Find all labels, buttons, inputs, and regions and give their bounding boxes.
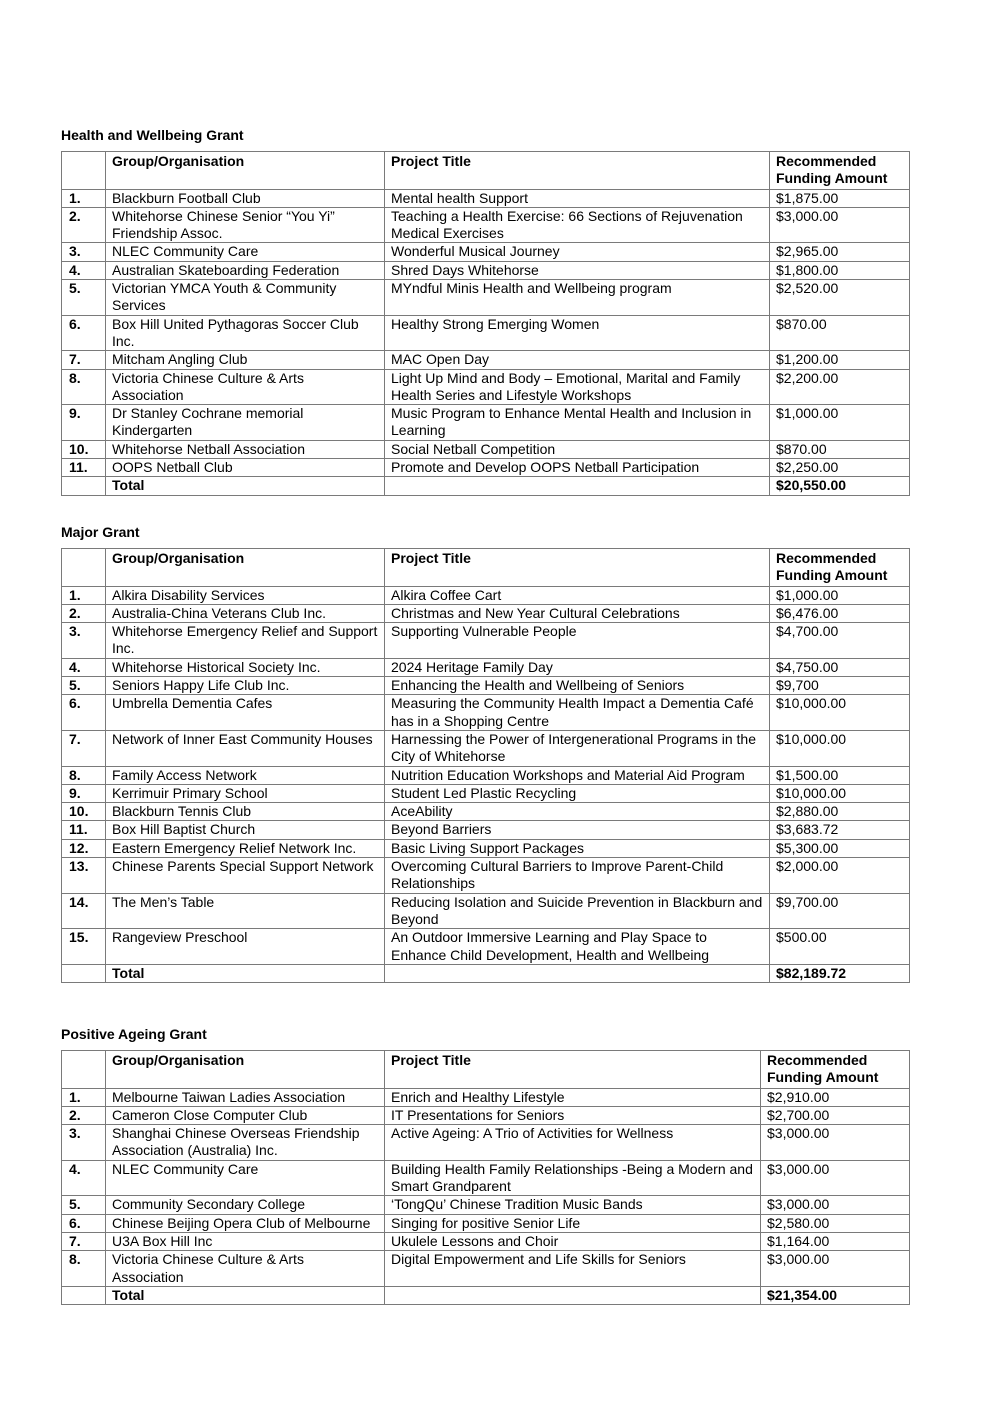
project-title-cell: Basic Living Support Packages: [385, 839, 770, 857]
table-row: [62, 280, 910, 316]
funding-amount-cell: $2,965.00: [770, 243, 910, 261]
group-organisation-cell: OOPS Netball Club: [106, 459, 385, 477]
project-title-cell: Active Ageing: A Trio of Activities for Wellness: [385, 1125, 761, 1161]
group-organisation-cell: Whitehorse Chinese Senior “You Yi” Friendship Assoc.: [106, 207, 385, 243]
table-row: [62, 839, 910, 857]
row-number: 7.: [62, 1232, 106, 1250]
project-title-cell: Supporting Vulnerable People: [385, 623, 770, 659]
group-organisation-cell: Box Hill Baptist Church: [106, 821, 385, 839]
group-organisation-cell: Whitehorse Netball Association: [106, 440, 385, 458]
table-row: [62, 821, 910, 839]
table-row: [62, 677, 910, 695]
group-organisation-cell: Community Secondary College: [106, 1196, 385, 1214]
funding-amount-cell: $2,700.00: [761, 1106, 910, 1124]
project-title-cell: Music Program to Enhance Mental Health and Inclusion in Learning: [385, 405, 770, 441]
row-number: 7.: [62, 730, 106, 766]
grant-table: [61, 151, 910, 496]
table-row: [62, 440, 910, 458]
number-header: [62, 549, 106, 587]
group-organisation-cell: The Men’s Table: [106, 893, 385, 929]
row-number: 9.: [62, 405, 106, 441]
section-title: Positive Ageing Grant: [61, 1026, 207, 1042]
funding-amount-cell: $1,875.00: [770, 189, 910, 207]
row-number: 2.: [62, 1106, 106, 1124]
row-number: 1.: [62, 1088, 106, 1106]
funding-amount-header: Recommended Funding Amount: [770, 152, 910, 190]
group-organisation-cell: Rangeview Preschool: [106, 929, 385, 965]
row-number: 12.: [62, 839, 106, 857]
total-amount: $21,354.00: [761, 1286, 910, 1304]
section-title: Health and Wellbeing Grant: [61, 127, 244, 143]
row-number: 8.: [62, 766, 106, 784]
funding-amount-cell: $2,520.00: [770, 280, 910, 316]
funding-amount-cell: $3,000.00: [761, 1160, 910, 1196]
total-blank-cell: [62, 964, 106, 982]
row-number: 4.: [62, 261, 106, 279]
funding-amount-cell: $870.00: [770, 315, 910, 351]
funding-amount-cell: $10,000.00: [770, 695, 910, 731]
group-organisation-cell: Australia-China Veterans Club Inc.: [106, 604, 385, 622]
project-title-header: Project Title: [385, 152, 770, 190]
table-row: [62, 604, 910, 622]
grant-table: [61, 548, 910, 983]
project-title-cell: Building Health Family Relationships -Being a Modern and Smart Grandparent: [385, 1160, 761, 1196]
group-organisation-header: Group/Organisation: [106, 1051, 385, 1089]
funding-amount-cell: $5,300.00: [770, 839, 910, 857]
group-organisation-cell: Chinese Parents Special Support Network: [106, 858, 385, 894]
total-blank-cell: [385, 477, 770, 495]
row-number: 11.: [62, 459, 106, 477]
group-organisation-header: Group/Organisation: [106, 549, 385, 587]
project-title-cell: MAC Open Day: [385, 351, 770, 369]
total-amount: $82,189.72: [770, 964, 910, 982]
funding-amount-cell: $1,000.00: [770, 405, 910, 441]
funding-amount-cell: $2,000.00: [770, 858, 910, 894]
project-title-cell: Overcoming Cultural Barriers to Improve Parent-Child Relationships: [385, 858, 770, 894]
project-title-cell: Enhancing the Health and Wellbeing of Seniors: [385, 677, 770, 695]
funding-amount-cell: $10,000.00: [770, 730, 910, 766]
table-row: [62, 1088, 910, 1106]
total-label: Total: [106, 1286, 385, 1304]
positive-ageing-section: [61, 1026, 909, 1305]
project-title-header: Project Title: [385, 549, 770, 587]
funding-amount-cell: $4,700.00: [770, 623, 910, 659]
row-number: 1.: [62, 189, 106, 207]
table-row: [62, 1160, 910, 1196]
number-header: [62, 1051, 106, 1089]
total-label: Total: [106, 477, 385, 495]
group-organisation-cell: Blackburn Tennis Club: [106, 803, 385, 821]
group-organisation-cell: Whitehorse Historical Society Inc.: [106, 658, 385, 676]
project-title-cell: Alkira Coffee Cart: [385, 586, 770, 604]
row-number: 5.: [62, 677, 106, 695]
group-organisation-cell: Eastern Emergency Relief Network Inc.: [106, 839, 385, 857]
project-title-cell: Singing for positive Senior Life: [385, 1214, 761, 1232]
table-body: [62, 189, 910, 495]
row-number: 13.: [62, 858, 106, 894]
group-organisation-cell: Network of Inner East Community Houses: [106, 730, 385, 766]
table-row: [62, 189, 910, 207]
group-organisation-cell: Seniors Happy Life Club Inc.: [106, 677, 385, 695]
table-row: [62, 405, 910, 441]
group-organisation-cell: U3A Box Hill Inc: [106, 1232, 385, 1250]
funding-amount-cell: $10,000.00: [770, 784, 910, 802]
funding-amount-cell: $1,164.00: [761, 1232, 910, 1250]
funding-amount-cell: $870.00: [770, 440, 910, 458]
table-row: [62, 929, 910, 965]
funding-amount-cell: $3,000.00: [770, 207, 910, 243]
project-title-cell: 2024 Heritage Family Day: [385, 658, 770, 676]
row-number: 3.: [62, 243, 106, 261]
total-blank-cell: [385, 1286, 761, 1304]
group-organisation-cell: Dr Stanley Cochrane memorial Kindergarten: [106, 405, 385, 441]
project-title-cell: AceAbility: [385, 803, 770, 821]
table-row: [62, 459, 910, 477]
row-number: 8.: [62, 369, 106, 405]
major-grant-section: [61, 524, 909, 983]
funding-amount-cell: $9,700.00: [770, 893, 910, 929]
funding-amount-cell: $2,580.00: [761, 1214, 910, 1232]
row-number: 10.: [62, 440, 106, 458]
project-title-cell: An Outdoor Immersive Learning and Play Space to Enhance Child Development, Health and Wellbeing: [385, 929, 770, 965]
row-number: 11.: [62, 821, 106, 839]
group-organisation-cell: Family Access Network: [106, 766, 385, 784]
row-number: 9.: [62, 784, 106, 802]
table-row: [62, 1106, 910, 1124]
row-number: 10.: [62, 803, 106, 821]
table-body: [62, 586, 910, 983]
table-row: [62, 858, 910, 894]
table-row: [62, 893, 910, 929]
grant-table: [61, 1050, 910, 1305]
row-number: 4.: [62, 1160, 106, 1196]
row-number: 3.: [62, 623, 106, 659]
funding-amount-cell: $6,476.00: [770, 604, 910, 622]
funding-amount-cell: $1,200.00: [770, 351, 910, 369]
group-organisation-cell: NLEC Community Care: [106, 1160, 385, 1196]
total-blank-cell: [385, 964, 770, 982]
project-title-cell: Digital Empowerment and Life Skills for Seniors: [385, 1251, 761, 1287]
table-header-row: [62, 152, 910, 190]
row-number: 15.: [62, 929, 106, 965]
project-title-cell: Measuring the Community Health Impact a Dementia Café has in a Shopping Centre: [385, 695, 770, 731]
row-number: 2.: [62, 604, 106, 622]
table-row: [62, 658, 910, 676]
section-title: Major Grant: [61, 524, 140, 540]
table-row: [62, 1251, 910, 1287]
funding-amount-cell: $1,500.00: [770, 766, 910, 784]
row-number: 8.: [62, 1251, 106, 1287]
table-row: [62, 261, 910, 279]
table-row: [62, 1232, 910, 1250]
project-title-cell: Ukulele Lessons and Choir: [385, 1232, 761, 1250]
row-number: 4.: [62, 658, 106, 676]
group-organisation-cell: Chinese Beijing Opera Club of Melbourne: [106, 1214, 385, 1232]
total-row: [62, 477, 910, 495]
project-title-cell: Nutrition Education Workshops and Material Aid Program: [385, 766, 770, 784]
project-title-cell: Enrich and Healthy Lifestyle: [385, 1088, 761, 1106]
group-organisation-cell: Box Hill United Pythagoras Soccer Club Inc.: [106, 315, 385, 351]
project-title-cell: Christmas and New Year Cultural Celebrations: [385, 604, 770, 622]
table-row: [62, 623, 910, 659]
row-number: 2.: [62, 207, 106, 243]
group-organisation-cell: Blackburn Football Club: [106, 189, 385, 207]
total-row: [62, 1286, 910, 1304]
total-label: Total: [106, 964, 385, 982]
row-number: 3.: [62, 1125, 106, 1161]
project-title-cell: MYndful Minis Health and Wellbeing program: [385, 280, 770, 316]
project-title-cell: Wonderful Musical Journey: [385, 243, 770, 261]
table-row: [62, 1125, 910, 1161]
table-row: [62, 1196, 910, 1214]
table-row: [62, 803, 910, 821]
table-row: [62, 351, 910, 369]
group-organisation-cell: Kerrimuir Primary School: [106, 784, 385, 802]
funding-amount-cell: $3,683.72: [770, 821, 910, 839]
table-row: [62, 695, 910, 731]
table-row: [62, 766, 910, 784]
project-title-cell: Light Up Mind and Body – Emotional, Marital and Family Health Series and Lifestyle Workshops: [385, 369, 770, 405]
project-title-cell: Student Led Plastic Recycling: [385, 784, 770, 802]
group-organisation-cell: Whitehorse Emergency Relief and Support Inc.: [106, 623, 385, 659]
funding-amount-header: Recommended Funding Amount: [770, 549, 910, 587]
table-row: [62, 586, 910, 604]
project-title-cell: Harnessing the Power of Intergenerational Programs in the City of Whitehorse: [385, 730, 770, 766]
group-organisation-cell: Melbourne Taiwan Ladies Association: [106, 1088, 385, 1106]
funding-amount-cell: $500.00: [770, 929, 910, 965]
group-organisation-header: Group/Organisation: [106, 152, 385, 190]
group-organisation-cell: Mitcham Angling Club: [106, 351, 385, 369]
funding-amount-cell: $1,800.00: [770, 261, 910, 279]
group-organisation-cell: Victoria Chinese Culture & Arts Association: [106, 369, 385, 405]
total-row: [62, 964, 910, 982]
project-title-cell: Reducing Isolation and Suicide Prevention in Blackburn and Beyond: [385, 893, 770, 929]
funding-amount-cell: $3,000.00: [761, 1196, 910, 1214]
table-header-row: [62, 549, 910, 587]
group-organisation-cell: Australian Skateboarding Federation: [106, 261, 385, 279]
project-title-cell: Social Netball Competition: [385, 440, 770, 458]
project-title-cell: Shred Days Whitehorse: [385, 261, 770, 279]
row-number: 5.: [62, 280, 106, 316]
funding-amount-cell: $2,250.00: [770, 459, 910, 477]
funding-amount-cell: $2,200.00: [770, 369, 910, 405]
total-amount: $20,550.00: [770, 477, 910, 495]
funding-amount-cell: $2,880.00: [770, 803, 910, 821]
funding-amount-cell: $2,910.00: [761, 1088, 910, 1106]
project-title-cell: Promote and Develop OOPS Netball Participation: [385, 459, 770, 477]
funding-amount-cell: $4,750.00: [770, 658, 910, 676]
group-organisation-cell: Shanghai Chinese Overseas Friendship Association (Australia) Inc.: [106, 1125, 385, 1161]
project-title-cell: Mental health Support: [385, 189, 770, 207]
table-row: [62, 243, 910, 261]
number-header: [62, 152, 106, 190]
project-title-cell: Beyond Barriers: [385, 821, 770, 839]
group-organisation-cell: Umbrella Dementia Cafes: [106, 695, 385, 731]
health-wellbeing-section: [61, 127, 909, 496]
row-number: 7.: [62, 351, 106, 369]
project-title-cell: Teaching a Health Exercise: 66 Sections of Rejuvenation Medical Exercises: [385, 207, 770, 243]
row-number: 5.: [62, 1196, 106, 1214]
project-title-cell: Healthy Strong Emerging Women: [385, 315, 770, 351]
funding-amount-header: Recommended Funding Amount: [761, 1051, 910, 1089]
row-number: 14.: [62, 893, 106, 929]
table-row: [62, 207, 910, 243]
table-row: [62, 784, 910, 802]
row-number: 6.: [62, 1214, 106, 1232]
row-number: 6.: [62, 695, 106, 731]
table-header-row: [62, 1051, 910, 1089]
group-organisation-cell: Cameron Close Computer Club: [106, 1106, 385, 1124]
project-title-cell: IT Presentations for Seniors: [385, 1106, 761, 1124]
table-row: [62, 730, 910, 766]
funding-amount-cell: $1,000.00: [770, 586, 910, 604]
table-row: [62, 315, 910, 351]
funding-amount-cell: $3,000.00: [761, 1125, 910, 1161]
total-blank-cell: [62, 1286, 106, 1304]
table-row: [62, 1214, 910, 1232]
row-number: 1.: [62, 586, 106, 604]
group-organisation-cell: Alkira Disability Services: [106, 586, 385, 604]
project-title-cell: ‘TongQu’ Chinese Tradition Music Bands: [385, 1196, 761, 1214]
table-row: [62, 369, 910, 405]
group-organisation-cell: Victorian YMCA Youth & Community Services: [106, 280, 385, 316]
table-body: [62, 1088, 910, 1305]
project-title-header: Project Title: [385, 1051, 761, 1089]
funding-amount-cell: $9,700: [770, 677, 910, 695]
group-organisation-cell: NLEC Community Care: [106, 243, 385, 261]
group-organisation-cell: Victoria Chinese Culture & Arts Association: [106, 1251, 385, 1287]
total-blank-cell: [62, 477, 106, 495]
funding-amount-cell: $3,000.00: [761, 1251, 910, 1287]
row-number: 6.: [62, 315, 106, 351]
